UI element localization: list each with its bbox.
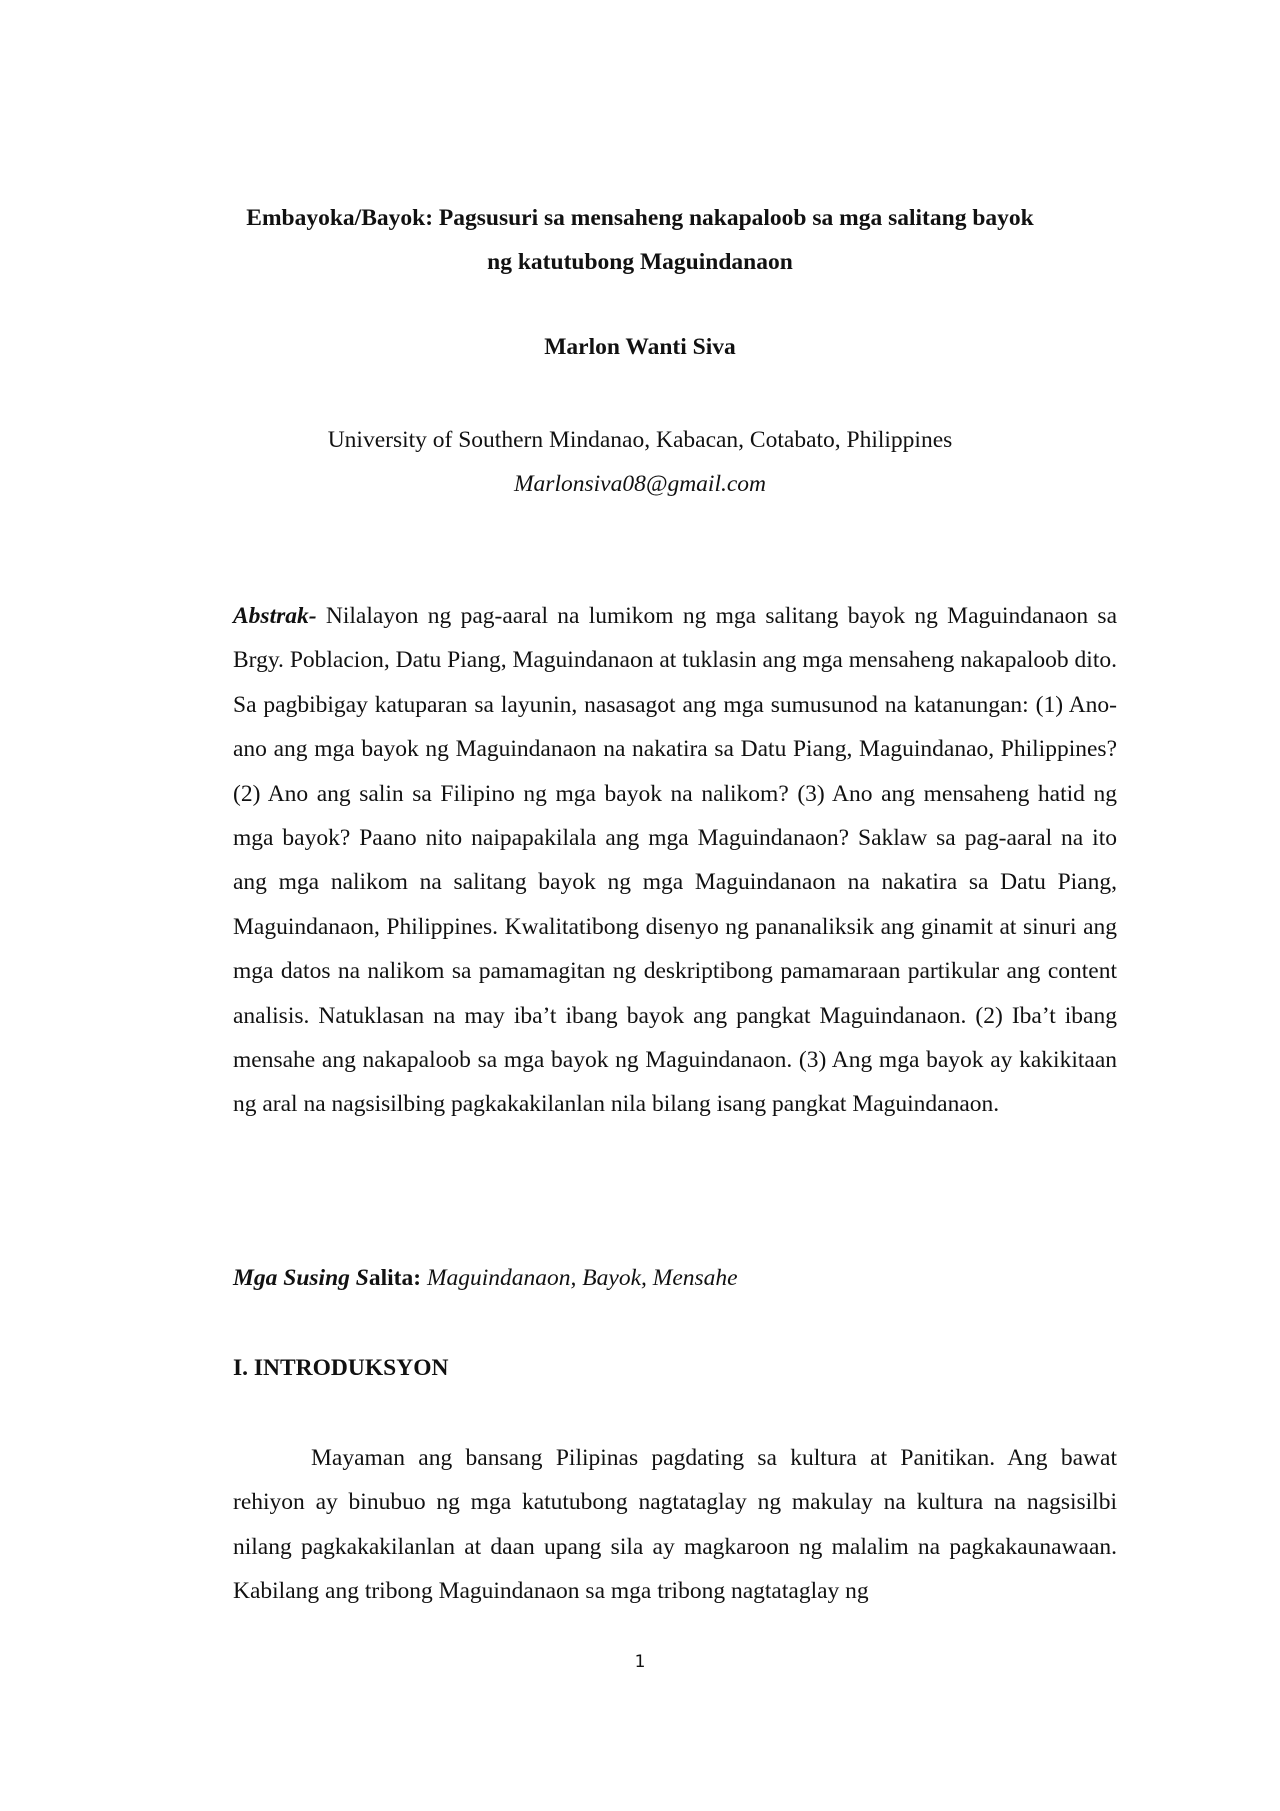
paper-title: [200, 196, 1080, 284]
section-heading-introduction: I. INTRODUKSYON: [233, 1355, 449, 1381]
abstract-paragraph: [233, 594, 1117, 1127]
keywords-label-rest: alita:: [368, 1265, 422, 1291]
introduction-paragraph: Mayaman ang bansang Pilipinas pagdating sa kultura at Panitikan. Ang bawat rehiyon ay binubuo ng mga katutubong nagtataglay ng makulay na kultura na nagsisilbi nilang pagkakakilanlan at daan upang sila ay magkaroon ng malalim na pagkakaunawaan. Kabilang ang tribong Maguindanaon sa mga tribong nagtataglay ng: [233, 1445, 1117, 1605]
author-name: Marlon Wanti Siva: [544, 334, 736, 360]
abstract-text: Nilalayon ng pag-aaral na lumikom ng mga salitang bayok ng Maguindanaon sa Brgy. Poblacion, Datu Piang, Maguindanaon at tuklasin ang mga mensaheng nakapaloob dito. Sa pagbibigay katuparan sa layunin, nasasagot ang mga sumusunod na katanungan: (1) Ano-ano ang mga bayok ng Maguindanaon na nakatira sa Datu Piang, Maguindanao, Philippines? (2) Ano ang salin sa Filipino ng mga bayok na nalikom? (3) Ano ang mensaheng hatid ng mga bayok? Paano nito naipapakilala ang mga Maguindanaon? Saklaw sa pag-aaral na ito ang mga nalikom na salitang bayok ng mga Maguindanaon na nakatira sa Datu Piang, Maguindanaon, Philippines. Kwalitatibong disenyo ng pananaliksik ang ginamit at sinuri ang mga datos na nalikom sa pamamagitan ng deskriptibong pamamaraan partikular ang content analisis. Natuklasan na may iba’t ibang bayok ang pangkat Maguindanaon. (2) Iba’t ibang mensahe ang nakapaloob sa mga bayok ng Maguindanaon. (3) Ang mga bayok ay kakikitaan ng aral na nagsisilbing pagkakakilanlan nila bilang isang pangkat Maguindanaon.: [233, 603, 1117, 1118]
keywords-values: Maguindanaon, Bayok, Mensahe: [426, 1265, 738, 1291]
author-email: Marlonsiva08@gmail.com: [513, 471, 767, 497]
title-line-1: Embayoka/Bayok: Pagsusuri sa mensaheng nakapaloob sa mga salitang bayok: [246, 205, 1034, 231]
keywords-label: [233, 1265, 421, 1291]
author-affiliation-block: [200, 418, 1080, 506]
page-number: 1: [634, 1652, 646, 1672]
keywords-line: [233, 1256, 1117, 1300]
abstract-label: Abstrak-: [233, 603, 317, 629]
title-line-2: ng katutubong Maguindanaon: [487, 249, 793, 275]
keywords-label-italic: Mga Susing S: [233, 1265, 369, 1291]
affiliation: University of Southern Mindanao, Kabacan, Cotabato, Philippines: [327, 427, 953, 453]
